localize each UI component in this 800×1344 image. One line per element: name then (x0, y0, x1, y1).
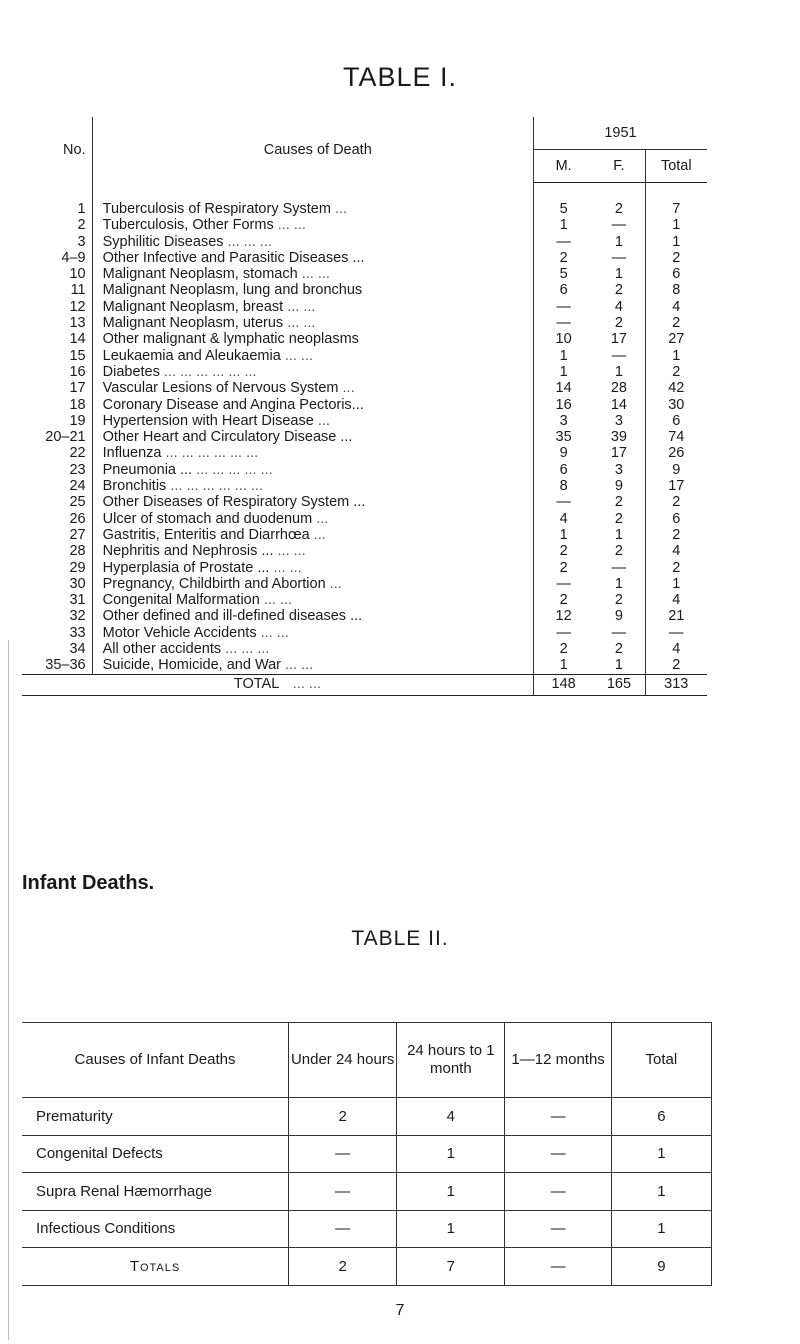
table-row (22, 217, 707, 233)
table-row (22, 1210, 712, 1248)
table-row (22, 576, 707, 592)
table-row (22, 331, 707, 347)
table-row (22, 380, 707, 396)
row-leader: ... ... (285, 657, 314, 674)
row-total: 6 (672, 412, 681, 429)
header-f: F. (593, 150, 645, 183)
row-f: 9 (593, 608, 645, 624)
row-cause-cell (92, 641, 533, 657)
row-no: 10 (22, 266, 92, 282)
row-m: — (556, 233, 571, 250)
table-row (22, 266, 707, 282)
row-total: 2 (672, 494, 681, 511)
row-leader: ... (342, 380, 355, 397)
row-cause-cell (92, 282, 533, 298)
row-total: 30 (668, 396, 685, 413)
row-no: 15 (22, 348, 92, 364)
totals-1-12-months: — (505, 1248, 611, 1286)
row-leader: ... ... ... (225, 641, 270, 658)
row-total: 7 (672, 201, 681, 217)
row-total: — (669, 624, 684, 641)
header-1-12-months: 1—12 months (505, 1023, 611, 1098)
table-row (22, 397, 707, 413)
row-total: 6 (672, 510, 681, 527)
row-total: 1 (672, 575, 681, 592)
row-cause: Syphilitic Diseases (102, 233, 224, 250)
row-m: 2 (559, 641, 568, 658)
row-cause: Malignant Neoplasm, stomach (102, 266, 298, 283)
total-total: 313 (645, 674, 707, 695)
row-1-12-months: — (505, 1210, 611, 1248)
row-cause-cell (92, 364, 533, 380)
row-f: 17 (593, 331, 645, 347)
row-total: 21 (668, 608, 685, 625)
row-cause: Coronary Disease and Angina Pectoris... (102, 396, 364, 413)
row-cause: Motor Vehicle Accidents (102, 624, 257, 641)
table2-title: TABLE II. (351, 927, 449, 950)
table-row (22, 250, 707, 266)
row-f: 1 (593, 576, 645, 592)
row-no: 22 (22, 445, 92, 461)
row-m: 2 (559, 249, 568, 266)
row-total: 1 (611, 1173, 711, 1211)
row-cause: Other Infective and Parasitic Diseases ... (102, 249, 365, 266)
row-cause-cell (92, 608, 533, 624)
row-no: 33 (22, 625, 92, 641)
total-f: 165 (593, 674, 645, 695)
row-m: 3 (559, 412, 568, 429)
row-cause: Hyperplasia of Prostate ... (102, 559, 270, 576)
row-leader: ... ... ... ... ... ... (163, 363, 257, 380)
row-total: 17 (668, 478, 685, 495)
row-total: 2 (672, 559, 681, 576)
row-total: 1 (672, 217, 681, 234)
row-cause: Diabetes (102, 363, 160, 380)
total-row (22, 674, 707, 695)
row-total: 6 (611, 1098, 711, 1136)
row-m: 2 (559, 559, 568, 576)
table1-title: TABLE I. (342, 62, 458, 92)
row-cause-cell (92, 201, 533, 217)
row-24h-1month: 1 (397, 1210, 505, 1248)
table-row (22, 511, 707, 527)
header-no: No. (22, 117, 92, 183)
row-total: 2 (672, 526, 681, 543)
row-cause-cell (92, 462, 533, 478)
row-under-24h: — (289, 1135, 397, 1173)
total-leader: ... ... (292, 676, 321, 693)
row-total: 74 (668, 429, 685, 446)
row-f: 2 (593, 543, 645, 559)
row-total: 4 (672, 641, 681, 658)
row-cause-cell (92, 331, 533, 347)
row-cause-cell (92, 250, 533, 266)
row-cause: Pneumonia ... (102, 461, 193, 478)
row-f: 14 (593, 397, 645, 413)
row-cause: Nephritis and Nephrosis ... (102, 543, 274, 560)
row-m: — (556, 494, 571, 511)
row-m: 5 (559, 266, 568, 283)
table-row (22, 462, 707, 478)
row-total: 1 (611, 1210, 711, 1248)
row-leader: ... (313, 526, 326, 543)
table-row (22, 641, 707, 657)
row-leader: ... ... (273, 559, 302, 576)
row-total: 42 (668, 380, 685, 397)
totals-24h-1month: 7 (397, 1248, 505, 1286)
table-row (22, 445, 707, 461)
row-leader: ... ... ... ... ... ... (165, 445, 259, 462)
row-no: 12 (22, 299, 92, 315)
row-m: 16 (555, 396, 572, 413)
row-cause-cell (92, 478, 533, 494)
row-f: 2 (593, 641, 645, 657)
table-row (22, 348, 707, 364)
row-f: 2 (593, 592, 645, 608)
header-m: M. (533, 150, 593, 183)
row-m: 1 (559, 347, 568, 364)
row-no: 23 (22, 462, 92, 478)
table-row (22, 315, 707, 331)
row-cause-cell (92, 315, 533, 331)
row-total: 2 (672, 657, 681, 674)
row-1-12-months: — (505, 1173, 611, 1211)
row-f: 1 (593, 266, 645, 282)
row-no: 11 (22, 282, 92, 298)
row-f: — (593, 348, 645, 364)
row-under-24h: — (289, 1210, 397, 1248)
row-m: 1 (559, 217, 568, 234)
row-cause-cell (92, 380, 533, 396)
row-cause-cell (92, 592, 533, 608)
row-cause-cell (92, 217, 533, 233)
row-total: 8 (672, 282, 681, 299)
table-row (22, 657, 707, 674)
table-row (22, 201, 707, 217)
row-m: 2 (559, 592, 568, 609)
table-row (22, 1135, 712, 1173)
table-row (22, 543, 707, 559)
row-total: 9 (672, 461, 681, 478)
table-row (22, 299, 707, 315)
row-m: 10 (555, 331, 572, 348)
row-no: 26 (22, 511, 92, 527)
row-f: — (593, 625, 645, 641)
row-leader: ... ... (263, 592, 293, 609)
row-no: 30 (22, 576, 92, 592)
row-f: 3 (593, 413, 645, 429)
row-cause-cell (92, 543, 533, 559)
table-row (22, 494, 707, 510)
row-leader: ... ... (277, 217, 306, 234)
header-year: 1951 (533, 117, 707, 150)
row-leader: ... (329, 575, 342, 592)
row-f: — (593, 217, 645, 233)
header-total: Total (611, 1023, 711, 1098)
row-no: 28 (22, 543, 92, 559)
row-no: 20–21 (22, 429, 92, 445)
row-cause-cell (92, 413, 533, 429)
row-24h-1month: 4 (397, 1098, 505, 1136)
row-m: 1 (559, 657, 568, 674)
page-number: 7 (395, 1302, 405, 1319)
row-cause: Other defined and ill-defined diseases ... (102, 608, 363, 625)
row-cause: Other Diseases of Respiratory System ... (102, 494, 366, 511)
row-m: 4 (559, 510, 568, 527)
row-cause: Hypertension with Heart Disease (102, 412, 314, 429)
row-f: 4 (593, 299, 645, 315)
infant-deaths-heading: Infant Deaths. (22, 872, 155, 894)
row-leader: ... (316, 510, 329, 527)
row-cause: Tuberculosis of Respiratory System (102, 201, 331, 217)
header-total: Total (645, 150, 707, 183)
row-m: 1 (559, 526, 568, 543)
row-no: 17 (22, 380, 92, 396)
row-no: 29 (22, 560, 92, 576)
row-m: — (556, 298, 571, 315)
row-cause: Prematurity (22, 1098, 289, 1136)
row-no: 18 (22, 397, 92, 413)
row-m: — (556, 315, 571, 332)
totals-under-24h: 2 (289, 1248, 397, 1286)
row-f: 2 (593, 315, 645, 331)
row-f: 9 (593, 478, 645, 494)
table-row (22, 608, 707, 624)
row-leader: ... (317, 412, 330, 429)
row-cause: Malignant Neoplasm, breast (102, 298, 284, 315)
row-no: 32 (22, 608, 92, 624)
row-total: 26 (668, 445, 685, 462)
row-total: 1 (672, 233, 681, 250)
row-no: 13 (22, 315, 92, 331)
row-f: 39 (593, 429, 645, 445)
row-cause-cell (92, 234, 533, 250)
row-no: 14 (22, 331, 92, 347)
row-no: 31 (22, 592, 92, 608)
row-cause: Vascular Lesions of Nervous System (102, 380, 339, 397)
totals-row (22, 1248, 712, 1286)
row-cause: Other malignant & lymphatic neoplasms (102, 331, 359, 348)
row-no: 2 (22, 217, 92, 233)
row-cause: Pregnancy, Childbirth and Abortion (102, 575, 326, 592)
row-m: 6 (559, 282, 568, 299)
row-no: 3 (22, 234, 92, 250)
totals-label: Totals (22, 1248, 289, 1286)
row-leader: ... ... ... ... ... ... (170, 478, 263, 495)
row-1-12-months: — (505, 1135, 611, 1173)
row-cause-cell (92, 625, 533, 641)
page-edge-line (8, 640, 9, 1340)
row-cause-cell (92, 397, 533, 413)
infant-deaths-table (22, 1022, 712, 1286)
row-f: — (593, 250, 645, 266)
header-under-24h: Under 24 hours (289, 1023, 397, 1098)
row-leader: ... ... (284, 347, 314, 364)
row-no: 24 (22, 478, 92, 494)
total-label: TOTAL (233, 676, 279, 693)
table-row (22, 1173, 712, 1211)
header-cause: Causes of Infant Deaths (22, 1023, 289, 1098)
row-total: 1 (611, 1135, 711, 1173)
table-row (22, 1098, 712, 1136)
row-cause-cell (92, 348, 533, 364)
row-leader: ... ... (260, 624, 289, 641)
table-row (22, 364, 707, 380)
table-row (22, 429, 707, 445)
header-24h-1month: 24 hours to 1 month (397, 1023, 505, 1098)
row-m: 35 (555, 429, 572, 446)
row-total: 2 (672, 363, 681, 380)
row-cause: Bronchitis (102, 478, 167, 495)
row-no: 16 (22, 364, 92, 380)
row-m: 6 (559, 461, 568, 478)
row-leader: ... ... (277, 543, 306, 560)
table-row (22, 560, 707, 576)
row-total: 4 (672, 543, 681, 560)
row-cause: Influenza (102, 445, 162, 462)
row-cause-cell (92, 429, 533, 445)
row-f: 1 (593, 657, 645, 674)
row-total: 6 (672, 266, 681, 283)
row-leader: ... ... (287, 315, 316, 332)
row-cause: Supra Renal Hæmorrhage (22, 1173, 289, 1211)
row-cause: Tuberculosis, Other Forms (102, 217, 274, 234)
row-leader: ... ... (301, 266, 330, 283)
row-no: 25 (22, 494, 92, 510)
row-no: 19 (22, 413, 92, 429)
row-no: 34 (22, 641, 92, 657)
row-cause-cell (92, 494, 533, 510)
row-m: 2 (559, 543, 568, 560)
row-cause-cell (92, 576, 533, 592)
row-cause: Malignant Neoplasm, lung and bronchus (102, 282, 363, 299)
table-row (22, 625, 707, 641)
row-cause-cell (92, 527, 533, 543)
row-cause: Malignant Neoplasm, uterus (102, 315, 284, 332)
row-m: 1 (559, 363, 568, 380)
row-total: 1 (672, 347, 681, 364)
row-cause-cell (92, 299, 533, 315)
row-f: 28 (593, 380, 645, 396)
row-total: 2 (672, 249, 681, 266)
row-total: 27 (668, 331, 685, 348)
row-cause: All other accidents (102, 641, 222, 658)
row-no: 35–36 (22, 657, 92, 674)
row-m: — (556, 624, 571, 641)
row-cause: Gastritis, Enteritis and Diarrhœa (102, 526, 310, 543)
table-row (22, 282, 707, 298)
row-m: 5 (559, 201, 568, 217)
table-row (22, 234, 707, 250)
row-f: 2 (593, 511, 645, 527)
row-cause-cell (92, 657, 533, 674)
row-no: 27 (22, 527, 92, 543)
row-leader: ... ... ... ... ... (196, 461, 273, 478)
header-causes: Causes of Death (92, 117, 533, 183)
row-f: 2 (593, 282, 645, 298)
totals-total: 9 (611, 1248, 711, 1286)
row-cause: Suicide, Homicide, and War (102, 657, 281, 674)
table-row (22, 527, 707, 543)
row-total: 4 (672, 592, 681, 609)
table-row (22, 592, 707, 608)
row-f: 17 (593, 445, 645, 461)
row-leader: ... (334, 201, 348, 217)
row-cause: Other Heart and Circulatory Disease ... (102, 429, 353, 446)
row-cause: Leukaemia and Aleukaemia (102, 347, 281, 364)
row-cause-cell (92, 560, 533, 576)
table-row (22, 413, 707, 429)
row-total: 2 (672, 315, 681, 332)
row-f: — (593, 560, 645, 576)
row-f: 1 (593, 234, 645, 250)
row-no: 1 (22, 201, 92, 217)
row-cause-cell (92, 445, 533, 461)
row-total: 4 (672, 298, 681, 315)
row-m: 8 (559, 478, 568, 495)
row-f: 2 (593, 201, 645, 217)
row-f: 2 (593, 494, 645, 510)
table-row (22, 478, 707, 494)
row-leader: ... ... (287, 298, 316, 315)
row-no: 4–9 (22, 250, 92, 266)
row-cause: Infectious Conditions (22, 1210, 289, 1248)
row-cause-cell (92, 266, 533, 282)
row-cause-cell (92, 511, 533, 527)
row-cause: Ulcer of stomach and duodenum (102, 510, 313, 527)
causes-of-death-table (22, 117, 707, 696)
row-m: 14 (555, 380, 572, 397)
row-f: 1 (593, 527, 645, 543)
row-24h-1month: 1 (397, 1135, 505, 1173)
row-24h-1month: 1 (397, 1173, 505, 1211)
row-cause: Congenital Malformation (102, 592, 260, 609)
row-m: — (556, 575, 571, 592)
row-f: 1 (593, 364, 645, 380)
row-under-24h: — (289, 1173, 397, 1211)
row-leader: ... ... ... (227, 233, 272, 250)
row-under-24h: 2 (289, 1098, 397, 1136)
row-1-12-months: — (505, 1098, 611, 1136)
total-m: 148 (533, 674, 593, 695)
row-cause: Congenital Defects (22, 1135, 289, 1173)
row-f: 3 (593, 462, 645, 478)
row-m: 12 (555, 608, 572, 625)
row-m: 9 (559, 445, 568, 462)
